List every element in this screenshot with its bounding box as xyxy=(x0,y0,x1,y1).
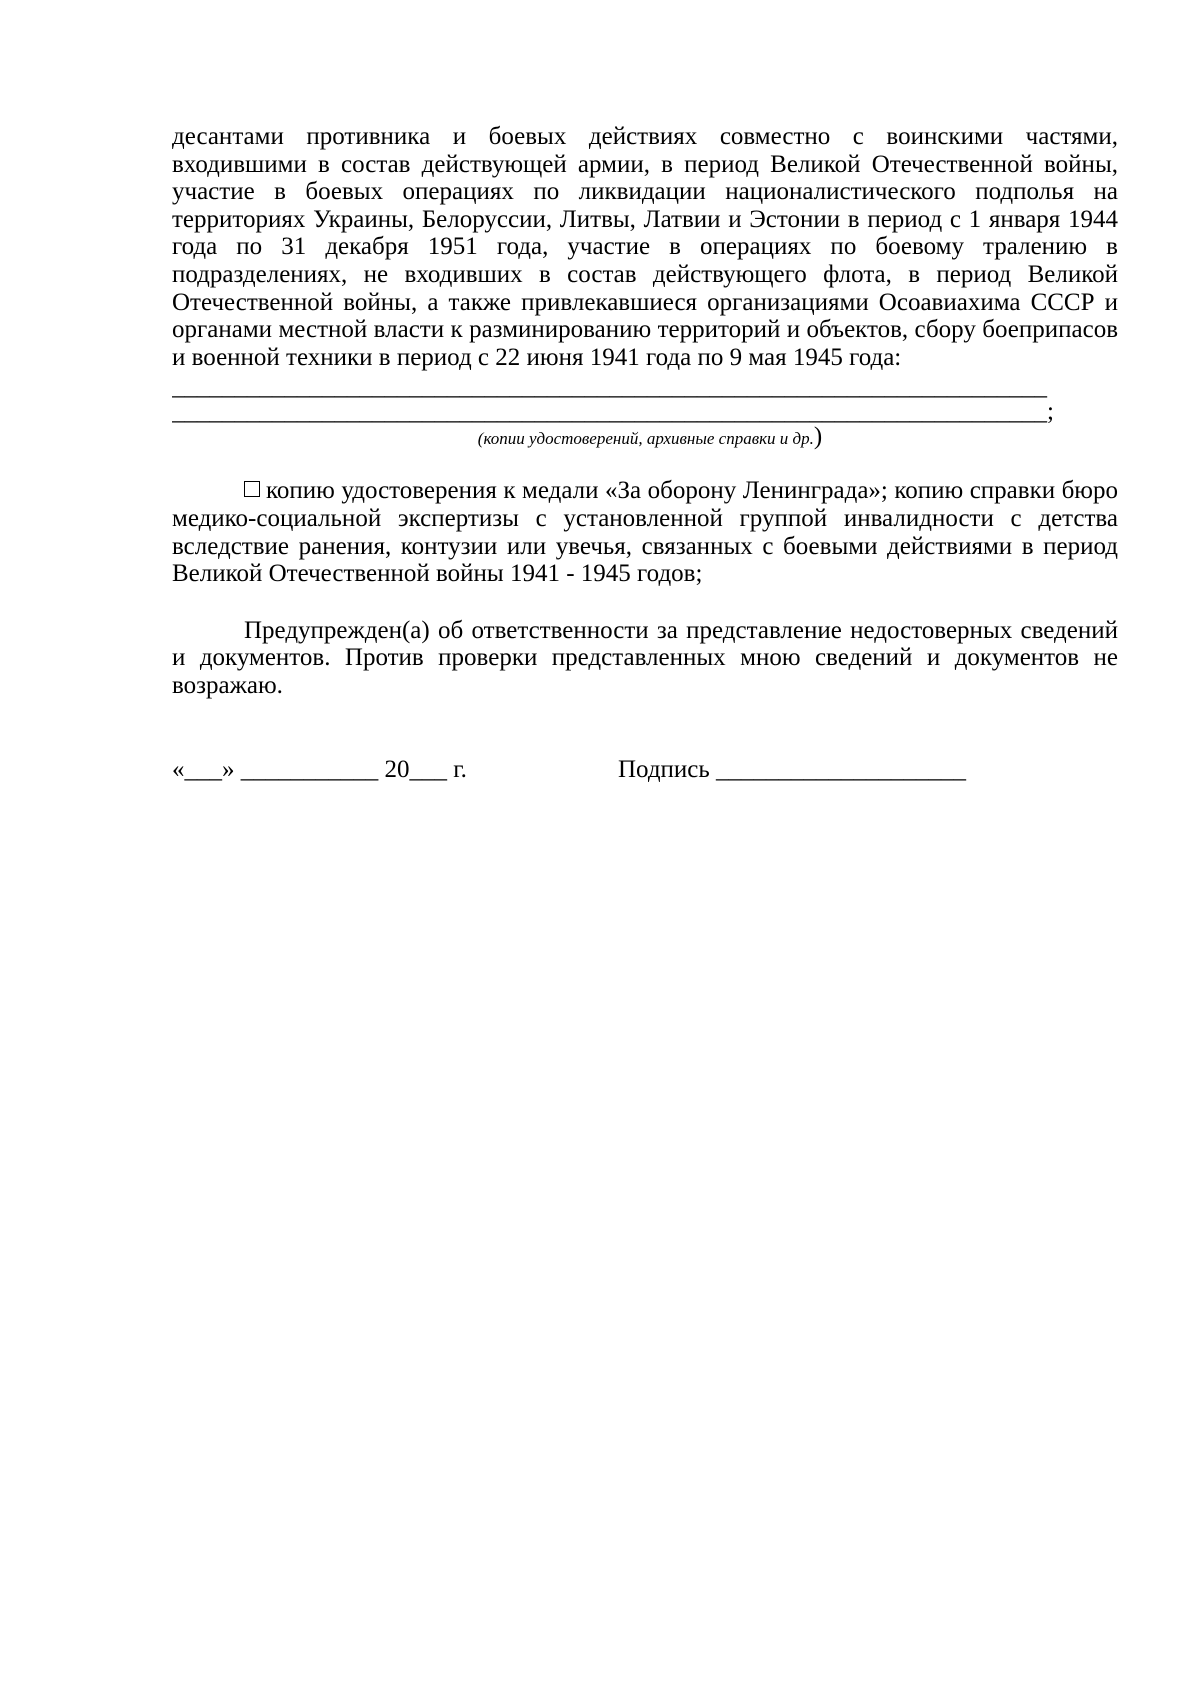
medal-paragraph xyxy=(172,477,1118,587)
date-field[interactable]: «___» ___________ 20___ г. xyxy=(172,755,467,783)
fill-line-2[interactable]: ______________________________________________________________________; xyxy=(172,399,1054,425)
document-body xyxy=(172,123,1118,786)
signature-field[interactable]: Подпись ____________________ xyxy=(618,755,967,783)
signature-row xyxy=(172,756,1118,786)
intro-paragraph: десантами противника и боевых действиях совместно с воинскими частями, входившими в состав действующей армии, в период Великой Отечественной войны, участие в боевых операциях по ликвидации националистического подполья на территориях Украины, Белоруссии, Литвы, Латвии и Эстонии в период с 1 января 1944 года по 31 декабря 1951 года, участие в операциях по боевому тралению в подразделениях, не входивших в состав действующего флота, в период Великой Отечественной войны, а также привлекавшиеся организациями Осоавиахима СССР и органами местной власти к разминированию территорий и объектов, сбору боеприпасов и военной техники в период с 22 июня 1941 года по 9 мая 1945 года: xyxy=(172,123,1118,371)
fill-line-1[interactable]: ______________________________________________________________________ xyxy=(172,374,1047,400)
fill-caption xyxy=(172,424,1118,452)
medal-paragraph-text: копию удостоверения к медали «За оборону Ленинграда»; копию справки бюро медико-социальной экспертизы с установленной группой инвалидности с детства вследствие ранения, контузии или увечья, связанных с боевыми действиями в период Великой Отечественной войны 1941 - 1945 годов; xyxy=(172,477,1118,588)
medal-checkbox[interactable] xyxy=(244,481,260,497)
caption-close: ) xyxy=(813,423,823,451)
warning-paragraph: Предупрежден(а) об ответственности за представление недостоверных сведений и документов. Против проверки представленных мною сведений и документов не возражаю. xyxy=(172,616,1118,699)
caption-text: (копии удостоверений, архивные справки и др. xyxy=(477,429,814,449)
